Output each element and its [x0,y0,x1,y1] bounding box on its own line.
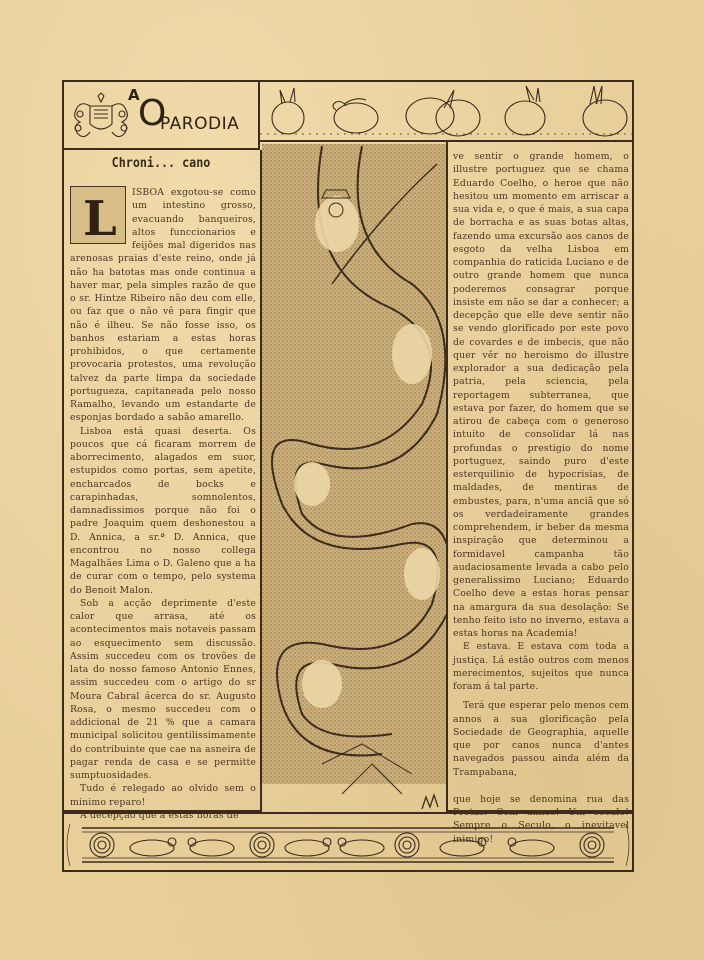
paragraph: A decepção que a estas horas de [80,809,239,821]
paragraph: Tudo é relegado ao olvido sem o minimo reparo! [70,783,256,808]
paragraph: E estava. E estava com toda a justiça. Lá estão outros com menos merecimentos, sujeitos que nunca foram á tal parte. [453,641,629,692]
footer-ornament [62,812,634,872]
ornamental-rats-border-icon [62,814,634,872]
article-title: Chroni... cano [111,156,211,171]
paragraph: ve sentir o grande homem, o illustre portuguez que se chama Eduardo Coelho, o heroe que não hesitou um momento em arriscar a sua vida e, o que é mais, a sua capa de borracha e as suas botas altas, fazendo uma excursão aos canos de esgoto da velha Lisboa em companhia do raticida Luciano e de outro grande homem que nunca poderemos consagrar porque insiste em não se dar a conhecer; a decepção que elle deve sentir não se vendo glorificado por este povo de covardes e de imbecis, que não quer vêr no heroismo do illustre explorador a sua dedicação pela patria, pela sciencia, pela reportagem subterranea, que estava por fazer, do homem que se atirou de cabeça com o generoso intuito de consolidar lá nas profundas o prestigio do nome portuguez, saindo puro d'este esterquilinio de hypocrisias, de maldades, de mentiras de embustes, para, n'uma anciã que só os verdadeiramente grandes comprehendem, ir beber da mesma inspiração que determinou a formidavel campanha tão audaciosamente levada a cabo pelo generalissimo Luciano; Eduardo Coelho deve a estas horas pensar na amargura da sua desolação: Se tenho feito isto no inverno, estava a estas horas na Academia! [453,151,629,639]
center-illustration [262,144,446,824]
paragraph: ISBOA exgotou-se como um intestino grosso, evacuando banqueiros, altos funccionarios e feijões mal digeridos nas arenosas praias d'este reino, onde já não ha batotas mas onde continua a haver mar, pela simples razão de que o sr. Hintze Ribeiro não deu com elle, ou faz que o não vê para fingir que não é ilheu. Se não fosse isso, os banhos estariam a estas horas prohibidos, o que certamente provocaria protestos, uma revolução talvez da parte limpa da sociedade portugueza, capitaneada pelo nosso Ramalho, levando um estandarte de esponjas bordado a sabão amarello. [70,187,256,424]
paragraph: que hoje se denomina rua das Pretas. Cem annos! Um seculo! Sempre o Seculo, o inevitavel inimigo! [453,793,629,845]
rabbits-header [260,80,634,142]
right-column-text [453,150,629,846]
drop-cap-ornament [70,186,126,247]
masthead-a: A [128,86,140,104]
left-column-text [70,186,256,822]
rabbits-illustration-icon [260,80,634,140]
spacer [453,779,629,793]
masthead-o: O [138,93,167,134]
serpentine-sewer-icon [262,144,446,824]
masthead-title: PARODIA [160,114,240,134]
drop-cap-letter: L [83,191,117,247]
paragraph: Sob a acção deprimente d'este calor que arrasa, até os acontecimentos mais notaveis passam ao esquecimento sem discussão. Assim succedeu com os trovões de lata do nosso famoso Antonio Ennes, assim succedeu com o artigo do sr Moura Cabral ácerca do sr. Augusto Rosa, o mesmo succedeu com o addicional de 21 % que a camara municipal solicitou gentilissimamente do contribuinte que cae na asneira de pagar renda de casa e se permitte sumptuosidades. [70,597,256,781]
crest-icon [70,92,132,144]
paragraph: Terá que esperar pelo menos cem annos a sua glorificação pela Sociedade de Geographia, aquelle que por canos nunca d'antes navegados passou ainda além da Trampabana, [453,700,629,778]
paragraph: Lisboa está quasi deserta. Os poucos que cá ficaram morrem de aborrecimento, alagados em suor, estupidos como portas, sem apetite, encharcados de bocks e carapinhadas, somnolentos, damnadissimos porque não foi o padre Joaquim quem deshonestou a D. Annica, a sr.ª D. Annica, que encontrou no nosso collega Magalhães Lima o D. Galeno que a ha de curar com o tempo, pelo systema do Benoit Malon. [70,425,256,596]
masthead [70,88,250,144]
